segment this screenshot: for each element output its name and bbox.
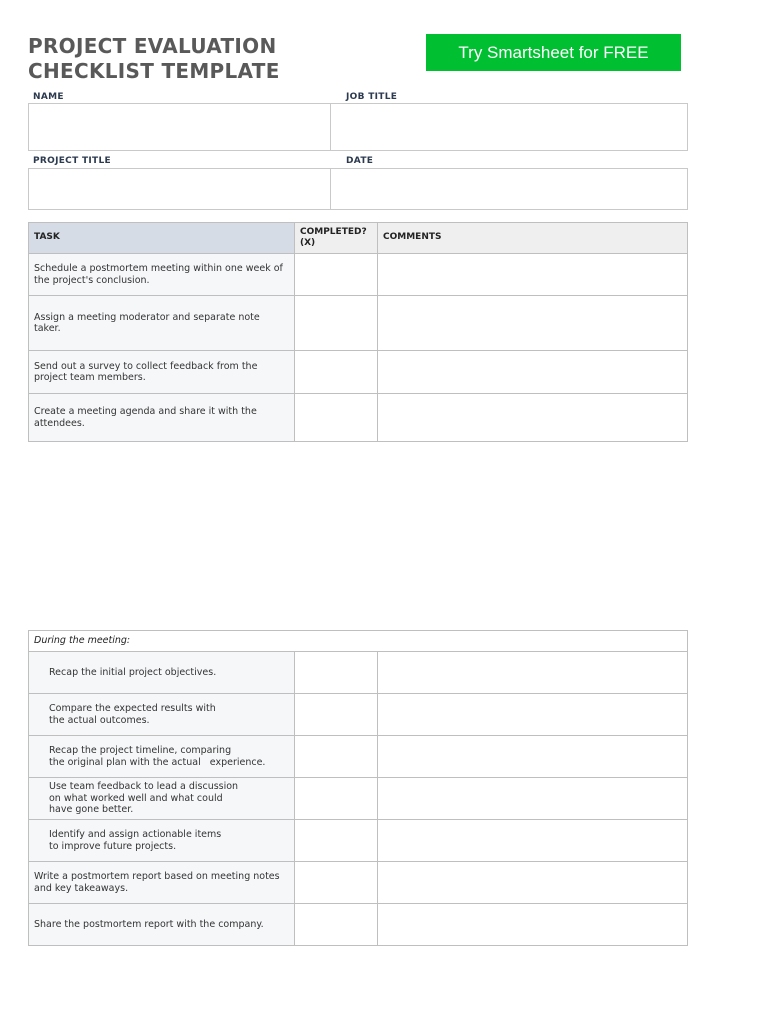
table-row xyxy=(29,652,688,694)
task-text-line: Use team feedback to lead a discussion xyxy=(49,781,239,793)
task-cell xyxy=(29,862,295,904)
job-title-label: JOB TITLE xyxy=(346,92,398,102)
task-cell xyxy=(29,254,295,296)
completed-cell[interactable] xyxy=(295,778,378,820)
comments-cell[interactable] xyxy=(378,296,688,351)
title-line-2: CHECKLIST TEMPLATE xyxy=(28,59,280,83)
task-cell xyxy=(29,778,295,820)
comments-cell[interactable] xyxy=(378,351,688,394)
comments-cell[interactable] xyxy=(378,652,688,694)
task-cell xyxy=(29,904,295,946)
page-title xyxy=(28,34,358,84)
completed-cell[interactable] xyxy=(295,736,378,778)
task-text-line: Recap the initial project objectives. xyxy=(49,666,217,678)
task-text-line: and key takeaways. xyxy=(34,882,129,894)
task-text-line: project team members. xyxy=(34,372,146,383)
task-cell xyxy=(29,736,295,778)
comments-cell[interactable] xyxy=(378,736,688,778)
task-text-line: Write a postmortem report based on meeting notes xyxy=(34,871,280,882)
pre-meeting-checklist-table xyxy=(28,222,688,442)
completed-cell[interactable] xyxy=(295,820,378,862)
task-cell xyxy=(29,694,295,736)
table-header-row xyxy=(29,223,688,254)
table-row xyxy=(29,254,688,296)
completed-cell[interactable] xyxy=(295,694,378,736)
table-row xyxy=(29,778,688,820)
section-label: During the meeting: xyxy=(29,631,688,652)
comments-cell[interactable] xyxy=(378,394,688,442)
completed-header-line-1: COMPLETED? xyxy=(300,226,367,237)
task-text-line: Send out a survey to collect feedback from the xyxy=(34,360,258,372)
meeting-checklist-table xyxy=(28,630,688,946)
task-text-line: Share the postmortem report with the company. xyxy=(34,918,264,930)
date-field[interactable] xyxy=(330,168,688,210)
task-text-line: Recap the project timeline, comparing xyxy=(49,745,232,756)
table-row xyxy=(29,736,688,778)
task-text-line: the original plan with the actual experience. xyxy=(49,756,266,768)
comments-cell[interactable] xyxy=(378,694,688,736)
task-text-line: Assign a meeting moderator and separate note xyxy=(34,311,260,323)
task-cell xyxy=(29,652,295,694)
task-cell xyxy=(29,296,295,351)
task-text-line: Compare the expected results with xyxy=(49,703,216,714)
task-column-header: TASK xyxy=(29,223,295,254)
table-row xyxy=(29,351,688,394)
date-label: DATE xyxy=(346,156,374,166)
project-title-field[interactable] xyxy=(28,168,331,210)
project-title-label: PROJECT TITLE xyxy=(33,156,111,166)
comments-cell[interactable] xyxy=(378,904,688,946)
task-text-line: attendees. xyxy=(34,417,85,429)
table-row xyxy=(29,820,688,862)
table-row xyxy=(29,394,688,442)
task-text-line: Schedule a postmortem meeting within one week of xyxy=(34,263,283,274)
completed-cell[interactable] xyxy=(295,394,378,442)
section-row xyxy=(29,631,688,652)
table-row xyxy=(29,904,688,946)
title-line-1: PROJECT EVALUATION xyxy=(28,34,277,58)
task-cell xyxy=(29,351,295,394)
job-title-field[interactable] xyxy=(330,103,688,151)
completed-cell[interactable] xyxy=(295,904,378,946)
comments-cell[interactable] xyxy=(378,254,688,296)
completed-cell[interactable] xyxy=(295,254,378,296)
completed-cell[interactable] xyxy=(295,351,378,394)
task-cell xyxy=(29,820,295,862)
try-smartsheet-button[interactable]: Try Smartsheet for FREE xyxy=(426,34,681,71)
name-field[interactable] xyxy=(28,103,331,151)
comments-column-header: COMMENTS xyxy=(378,223,688,254)
completed-column-header xyxy=(295,223,378,254)
task-text-line: the project's conclusion. xyxy=(34,274,150,286)
table-row xyxy=(29,862,688,904)
completed-cell[interactable] xyxy=(295,296,378,351)
name-label: NAME xyxy=(33,92,64,102)
completed-cell[interactable] xyxy=(295,862,378,904)
task-text-line: on what worked well and what could xyxy=(49,792,223,804)
task-text-line: Create a meeting agenda and share it with the xyxy=(34,406,257,417)
task-text-line: to improve future projects. xyxy=(49,840,177,852)
table-row xyxy=(29,694,688,736)
task-text-line: taker. xyxy=(34,323,61,334)
task-text-line: the actual outcomes. xyxy=(49,714,150,726)
table-row xyxy=(29,296,688,351)
comments-cell[interactable] xyxy=(378,778,688,820)
task-cell xyxy=(29,394,295,442)
comments-cell[interactable] xyxy=(378,862,688,904)
completed-header-line-2: (X) xyxy=(300,238,316,248)
comments-cell[interactable] xyxy=(378,820,688,862)
task-text-line: have gone better. xyxy=(49,804,134,816)
task-text-line: Identify and assign actionable items xyxy=(49,829,222,840)
completed-cell[interactable] xyxy=(295,652,378,694)
